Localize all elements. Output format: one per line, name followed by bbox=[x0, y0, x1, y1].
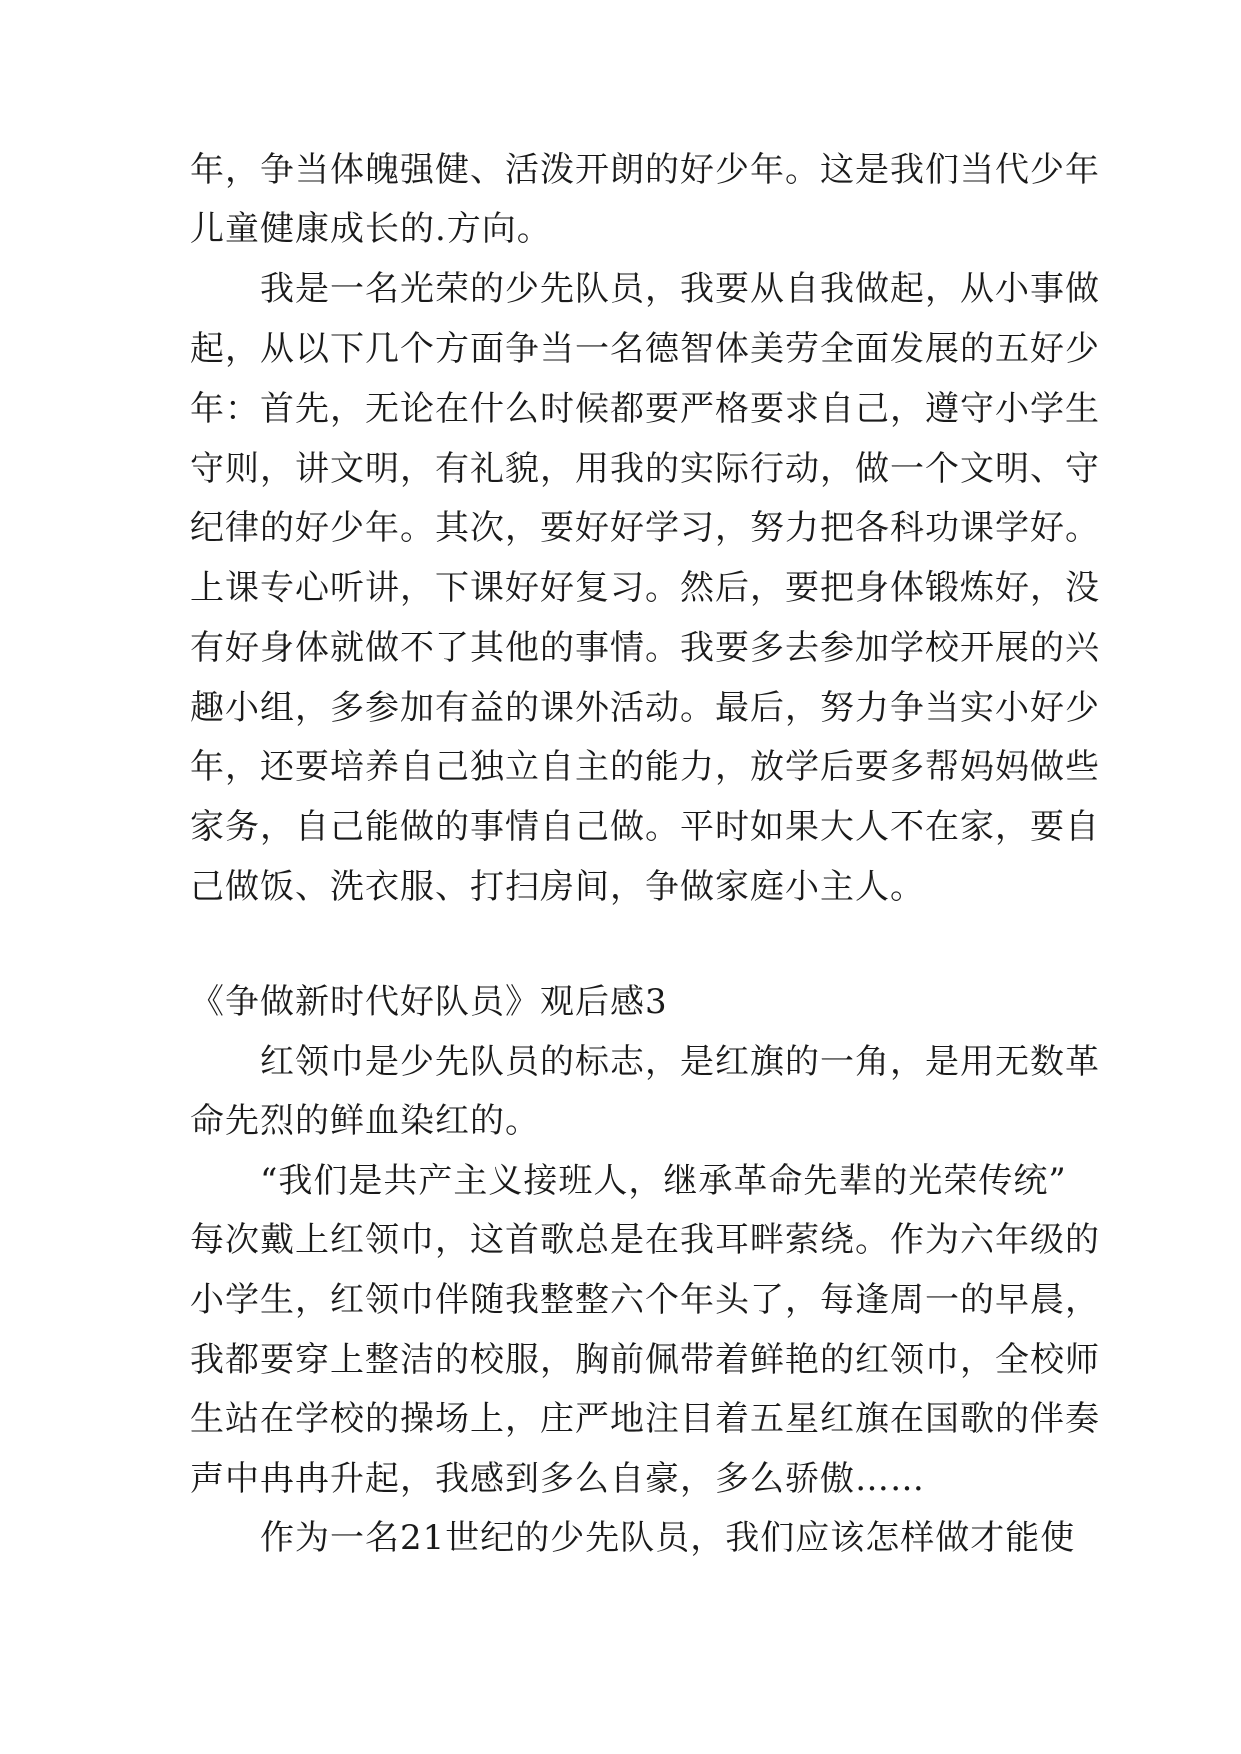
text-line: 年，争当体魄强健、活泼开朗的好少年。这是我们当代少年 bbox=[190, 150, 1100, 190]
section-title: 《争做新时代好队员》观后感3 bbox=[190, 982, 668, 1022]
text-line: 起，从以下几个方面争当一名德智体美劳全面发展的五好少 bbox=[190, 329, 1100, 369]
text-line: 年：首先，无论在什么时候都要严格要求自己，遵守小学生 bbox=[190, 389, 1100, 429]
text-line: 上课专心听讲，下课好好复习。然后，要把身体锻炼好，没 bbox=[190, 568, 1100, 608]
text-line: 我都要穿上整洁的校服，胸前佩带着鲜艳的红领巾，全校师 bbox=[190, 1340, 1100, 1380]
text-line: 每次戴上红领巾，这首歌总是在我耳畔萦绕。作为六年级的 bbox=[190, 1220, 1100, 1260]
text-line: 声中冉冉升起，我感到多么自豪，多么骄傲…… bbox=[190, 1459, 925, 1499]
text-line: 己做饭、洗衣服、打扫房间，争做家庭小主人。 bbox=[190, 867, 925, 907]
text-line: “我们是共产主义接班人，继承革命先辈的光荣传统” bbox=[190, 1161, 1067, 1201]
text-line: 趣小组，多参加有益的课外活动。最后，努力争当实小好少 bbox=[190, 688, 1100, 728]
text-line: 生站在学校的操场上，庄严地注目着五星红旗在国歌的伴奏 bbox=[190, 1399, 1100, 1439]
text-line: 作为一名21世纪的少先队员，我们应该怎样做才能使 bbox=[190, 1518, 1076, 1558]
text-line: 有好身体就做不了其他的事情。我要多去参加学校开展的兴 bbox=[190, 628, 1100, 668]
text-line: 守则，讲文明，有礼貌，用我的实际行动，做一个文明、守 bbox=[190, 449, 1100, 489]
text-line: 年，还要培养自己独立自主的能力，放学后要多帮妈妈做些 bbox=[190, 747, 1100, 787]
text-line: 家务，自己能做的事情自己做。平时如果大人不在家，要自 bbox=[190, 807, 1100, 847]
text-line: 我是一名光荣的少先队员，我要从自我做起，从小事做 bbox=[190, 269, 1100, 309]
text-line: 纪律的好少年。其次，要好好学习，努力把各科功课学好。 bbox=[190, 508, 1100, 548]
text-line: 小学生，红领巾伴随我整整六个年头了，每逢周一的早晨， bbox=[190, 1280, 1100, 1320]
text-line: 儿童健康成长的.方向。 bbox=[190, 209, 552, 249]
text-line: 红领巾是少先队员的标志，是红旗的一角，是用无数革 bbox=[190, 1042, 1100, 1082]
text-line: 命先烈的鲜血染红的。 bbox=[190, 1101, 540, 1141]
